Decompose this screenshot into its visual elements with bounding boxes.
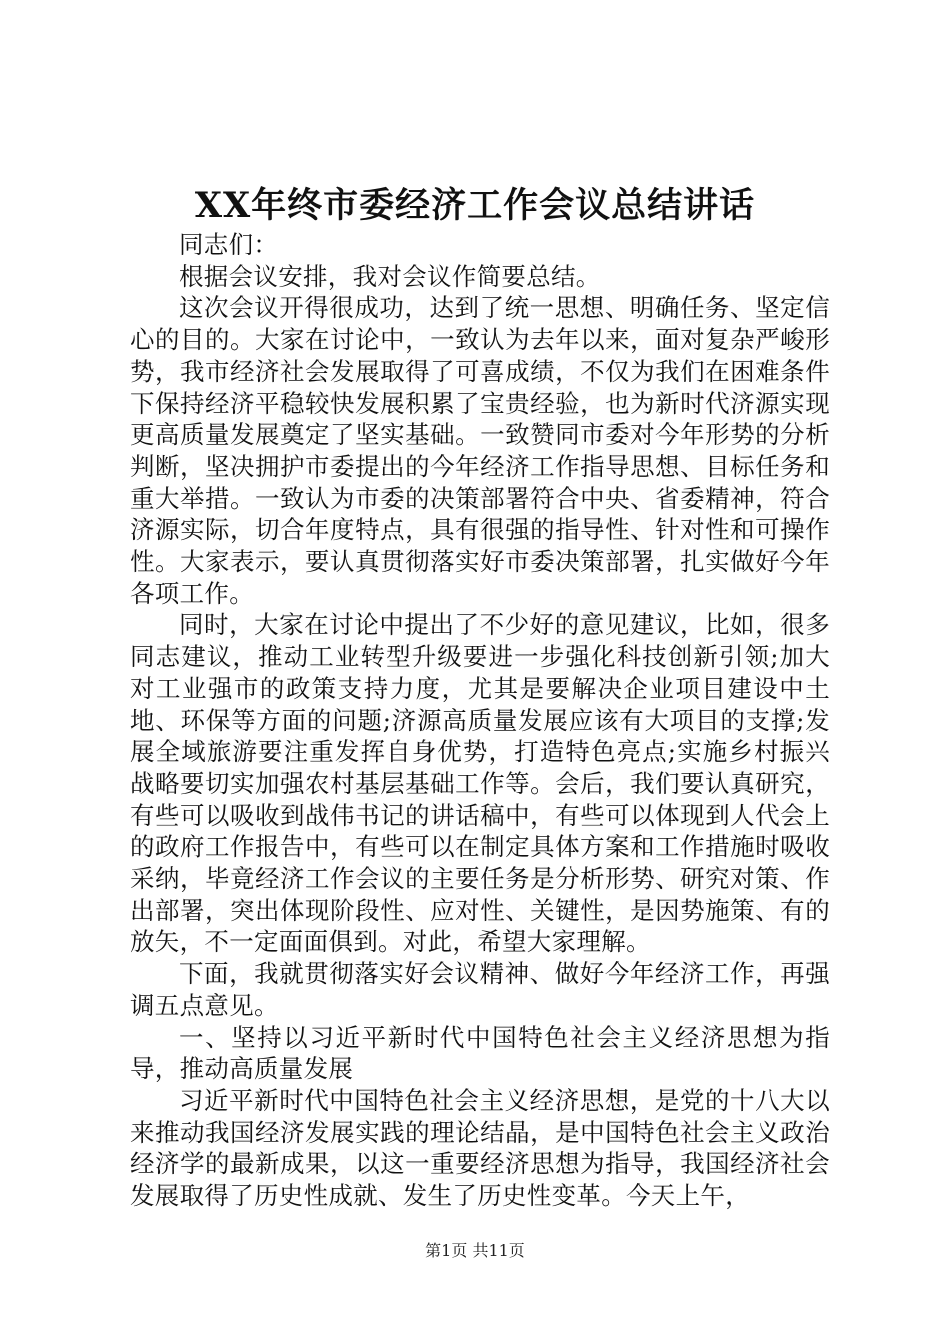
paragraph-meeting-success: 这次会议开得很成功，达到了统一思想、明确任务、坚定信心的目的。大家在讨论中，一致认为去年以来，面对复杂严峻形势，我市经济社会发展取得了可喜成绩，不仅为我们在困难条件下保持经济平稳较快发展积累了宝贵经验，也为新时代济源实现更高质量发展奠定了坚实基础。一致赞同市委对今年形势的分析判断，坚决拥护市委提出的今年经济工作指导思想、目标任务和重大举措。一致认为市委的决策部署符合中央、省委精神，符合济源实际，切合年度特点，具有很强的指导性、针对性和可操作性。大家表示，要认真贯彻落实好市委决策部署，扎实做好今年各项工作。 (130, 293, 830, 608)
paragraph-suggestions: 同时，大家在讨论中提出了不少好的意见建议，比如，很多同志建议，推动工业转型升级要进一步强化科技创新引领;加大对工业强市的政策支持力度，尤其是要解决企业项目建设中土地、环保等方面的问题;济源高质量发展应该有大项目的支撑;发展全域旅游要注重发挥自身优势，打造特色亮点;实施乡村振兴战略要切实加强农村基层基础工作等。会后，我们要认真研究，有些可以吸收到战伟书记的讲话稿中，有些可以体现到人代会上的政府工作报告中，有些可以在制定具体方案和工作措施时吸收采纳，毕竟经济工作会议的主要任务是分析形势、研究对策、作出部署，突出体现阶段性、应对性、关键性，是因势施策、有的放矢，不一定面面俱到。对此，希望大家理解。 (130, 610, 830, 957)
paragraph-intro: 根据会议安排，我对会议作简要总结。 (179, 261, 601, 291)
paragraph-section-1-body: 习近平新时代中国特色社会主义经济思想，是党的十八大以来推动我国经济发展实践的理论结晶，是中国特色社会主义政治经济学的最新成果，以这一重要经济思想为指导，我国经济社会发展取得了历史性成就、发生了历史性变革。今天上午， (130, 1085, 830, 1211)
paragraph-salutation: 同志们： (179, 230, 279, 259)
document-title: XX年终市委经济工作会议总结讲话 (194, 185, 756, 226)
document-body (130, 229, 830, 1212)
paragraph-five-points: 下面，我就贯彻落实好会议精神、做好今年经济工作，再强调五点意见。 (130, 959, 830, 1020)
page-number-footer: 第1页 共11页 (425, 1241, 525, 1260)
section-heading-1: 一、坚持以习近平新时代中国特色社会主义经济思想为指导，推动高质量发展 (130, 1022, 830, 1084)
